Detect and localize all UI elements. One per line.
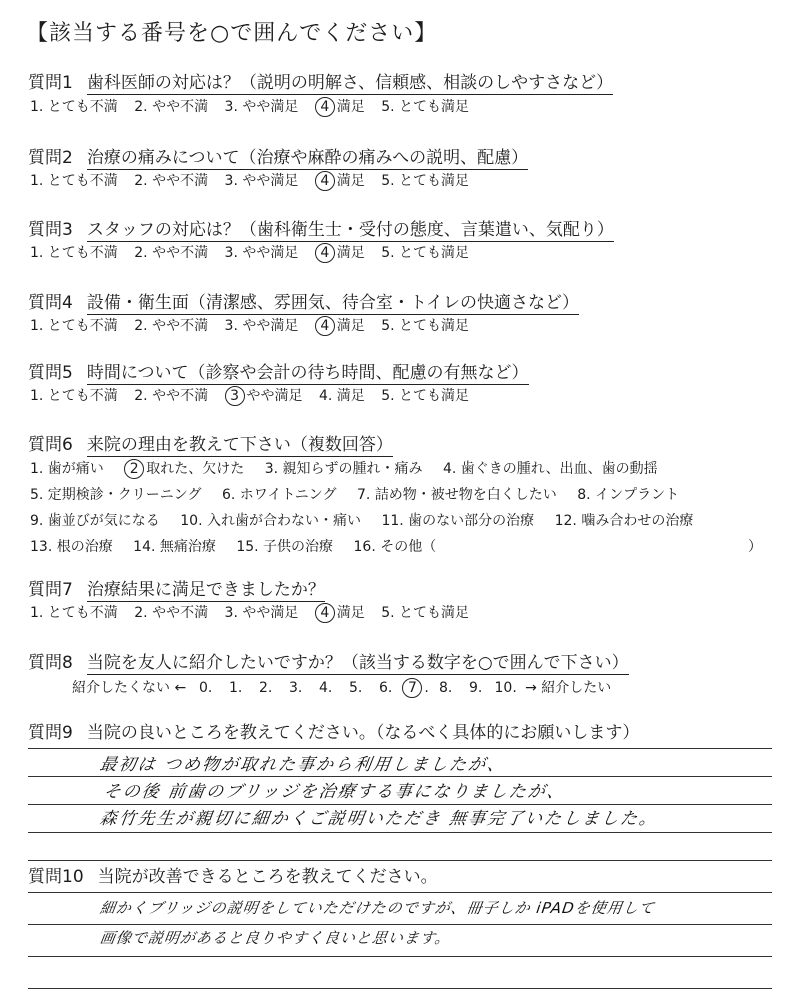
option-4-selected[interactable]: [315, 170, 365, 191]
selection-circle: 7: [402, 678, 422, 698]
selection-circle: 2: [124, 459, 144, 479]
option-2[interactable]: 2. やや不満: [134, 245, 209, 261]
option-3[interactable]: 3. やや満足: [224, 318, 299, 334]
question-10: [28, 862, 438, 887]
question-number: 質問6: [28, 435, 73, 455]
question-8: [28, 648, 629, 673]
option-1[interactable]: 1. とても不満: [30, 99, 118, 115]
question-text: 設備・衛生面（清潔感、雰囲気、待合室・トイレの快適さなど）: [86, 293, 579, 313]
ruled-line: [28, 988, 772, 989]
handwritten-answer-line: 最初は つめ物が取れた事から利用しましたが、: [98, 755, 508, 775]
question-text: 当院の良いところを教えてください。（なるべく具体的にお願いします）: [86, 723, 640, 743]
q6-row-1: [30, 458, 674, 479]
question-number: 質問9: [28, 723, 73, 743]
question-text: 当院を友人に紹介したいですか？（該当する数字を○で囲んで下さい）: [86, 653, 629, 673]
form-heading: 【該当する番号を○で囲んでください】: [26, 21, 438, 46]
scale-number[interactable]: 9.: [468, 680, 483, 696]
ruled-line: [28, 832, 772, 833]
option-12[interactable]: 12. 噛み合わせの治療: [554, 513, 694, 529]
question-number: 質問1: [28, 73, 73, 93]
option-5[interactable]: 5. とても満足: [381, 173, 470, 189]
ruled-line: [28, 956, 772, 957]
q1-options: [30, 96, 481, 117]
option-7[interactable]: 7. 詰め物・被せ物を白くしたい: [357, 487, 557, 503]
option-3-selected[interactable]: [225, 385, 303, 406]
scale-right-label: → 紹介したい: [525, 680, 612, 696]
option-3[interactable]: 3. 親知らずの腫れ・痛み: [264, 461, 423, 477]
ruled-line: [28, 924, 772, 925]
question-text: スタッフの対応は？（歯科衛生士・受付の態度、言葉遣い、気配り）: [86, 220, 614, 240]
option-2[interactable]: 2. やや不満: [134, 99, 209, 115]
option-5[interactable]: 5. とても満足: [381, 605, 470, 621]
ruled-line: [28, 860, 772, 861]
question-2: [28, 143, 528, 168]
question-text: 治療の痛みについて（治療や麻酔の痛みへの説明、配慮）: [86, 148, 529, 168]
option-4[interactable]: 4. 歯ぐきの腫れ、出血、歯の動揺: [442, 461, 658, 477]
option-3[interactable]: 3. やや満足: [224, 245, 299, 261]
selection-circle: 4: [315, 603, 335, 623]
q2-options: [30, 170, 481, 191]
option-3[interactable]: 3. やや満足: [224, 99, 299, 115]
scale-number[interactable]: 10.: [494, 680, 517, 696]
other-close-paren: ）: [748, 539, 762, 555]
question-text: 歯科医師の対応は？（説明の明解さ、信頼感、相談のしやすさなど）: [86, 73, 614, 93]
option-1[interactable]: 1. とても不満: [30, 173, 118, 189]
scale-number[interactable]: 4.: [318, 680, 333, 696]
question-number: 質問10: [28, 867, 84, 887]
question-number: 質問3: [28, 220, 73, 240]
selection-circle: 4: [315, 316, 335, 336]
option-label: 満足: [336, 99, 365, 115]
selection-circle: 3: [225, 386, 245, 406]
q6-row-3: [30, 510, 709, 530]
option-4-selected[interactable]: [315, 602, 365, 623]
option-label: 満足: [336, 173, 365, 189]
scale-number[interactable]: 2.: [258, 680, 273, 696]
option-1[interactable]: 1. とても不満: [30, 388, 118, 404]
q7-options: [30, 602, 481, 623]
option-14[interactable]: 14. 無痛治療: [133, 539, 216, 555]
option-13[interactable]: 13. 根の治療: [30, 539, 113, 555]
option-4-selected[interactable]: [315, 242, 365, 263]
option-1[interactable]: 1. とても不満: [30, 318, 118, 334]
option-label: 満足: [336, 245, 365, 261]
option-4[interactable]: 4. 満足: [318, 388, 365, 404]
option-16[interactable]: 16. その他（: [353, 539, 437, 555]
scale-left-label: 紹介したくない ←: [72, 680, 187, 696]
option-2-selected[interactable]: [124, 458, 244, 479]
question-text: 来院の理由を教えて下さい（複数回答）: [86, 435, 393, 455]
handwritten-answer-line: 森竹先生が親切に細かくご説明いただき 無事完了いたしました。: [98, 809, 660, 829]
handwritten-answer-line: 画像で説明があると良りやすく良いと思います。: [98, 929, 453, 947]
selection-circle: 4: [315, 97, 335, 117]
ruled-line: [28, 748, 772, 749]
option-9[interactable]: 9. 歯並びが気になる: [30, 513, 160, 529]
option-3[interactable]: 3. やや満足: [224, 605, 299, 621]
option-11[interactable]: 11. 歯のない部分の治療: [381, 513, 535, 529]
q6-row-2: [30, 484, 695, 504]
option-2[interactable]: 2. やや不満: [134, 173, 209, 189]
scale-number[interactable]: 3.: [288, 680, 303, 696]
question-text: 時間について（診察や会計の待ち時間、配慮の有無など）: [86, 363, 529, 383]
option-4-selected[interactable]: [315, 315, 365, 336]
option-5[interactable]: 5. 定期検診・クリーニング: [30, 487, 202, 503]
option-15[interactable]: 15. 子供の治療: [236, 539, 334, 555]
question-6: [28, 430, 393, 455]
selection-circle: 4: [315, 171, 335, 191]
option-2[interactable]: 2. やや不満: [134, 605, 209, 621]
option-2[interactable]: 2. やや不満: [134, 388, 209, 404]
q8-scale: [72, 677, 611, 698]
question-number: 質問7: [28, 580, 73, 600]
scale-numbers: [191, 680, 521, 696]
option-label: 満足: [336, 605, 365, 621]
q3-options: [30, 242, 481, 263]
question-number: 質問8: [28, 653, 73, 673]
question-number: 質問2: [28, 148, 73, 168]
option-label: 満足: [336, 318, 365, 334]
option-6[interactable]: 6. ホワイトニング: [221, 487, 337, 503]
question-4: [28, 288, 579, 313]
question-text: 治療結果に満足できましたか？: [86, 580, 325, 600]
option-label: やや満足: [246, 388, 303, 404]
option-8[interactable]: 8. インプラント: [577, 487, 680, 503]
q5-options: [30, 385, 481, 406]
scale-number[interactable]: 5.: [348, 680, 363, 696]
handwritten-answer-line: その後 前歯のブリッジを治療する事になりましたが、: [102, 782, 568, 802]
question-1: [28, 68, 613, 93]
option-1[interactable]: 1. とても不満: [30, 245, 118, 261]
scale-number[interactable]: 6.: [378, 680, 393, 696]
question-9: [28, 718, 639, 743]
option-1[interactable]: 1. 歯が痛い: [30, 461, 104, 477]
handwritten-answer-line: 細かくブリッジの説明をしていただけたのですが、冊子しか iPADを使用して: [98, 899, 657, 917]
option-3[interactable]: 3. やや満足: [224, 173, 299, 189]
scale-number[interactable]: 1.: [228, 680, 243, 696]
option-2[interactable]: 2. やや不満: [134, 318, 209, 334]
question-number: 質問5: [28, 363, 73, 383]
ruled-line: [28, 892, 772, 893]
question-5: [28, 358, 529, 383]
question-7: [28, 575, 325, 600]
option-5[interactable]: 5. とても満足: [381, 245, 470, 261]
question-3: [28, 215, 614, 240]
selection-circle: 4: [315, 243, 335, 263]
question-number: 質問4: [28, 293, 73, 313]
option-4-selected[interactable]: [315, 96, 365, 117]
scale-number[interactable]: 8.: [438, 680, 453, 696]
option-label: 取れた、欠けた: [146, 461, 245, 477]
scale-number[interactable]: 0.: [198, 680, 213, 696]
option-1[interactable]: 1. とても不満: [30, 605, 118, 621]
scale-number-selected[interactable]: 7 .: [401, 678, 431, 698]
option-10[interactable]: 10. 入れ歯が合わない・痛い: [180, 513, 361, 529]
q6-row-4: [30, 536, 770, 556]
option-5[interactable]: 5. とても満足: [381, 388, 470, 404]
question-text: 当院が改善できるところを教えてください。: [97, 867, 438, 887]
q4-options: [30, 315, 481, 336]
option-5[interactable]: 5. とても満足: [381, 318, 470, 334]
option-5[interactable]: 5. とても満足: [381, 99, 470, 115]
